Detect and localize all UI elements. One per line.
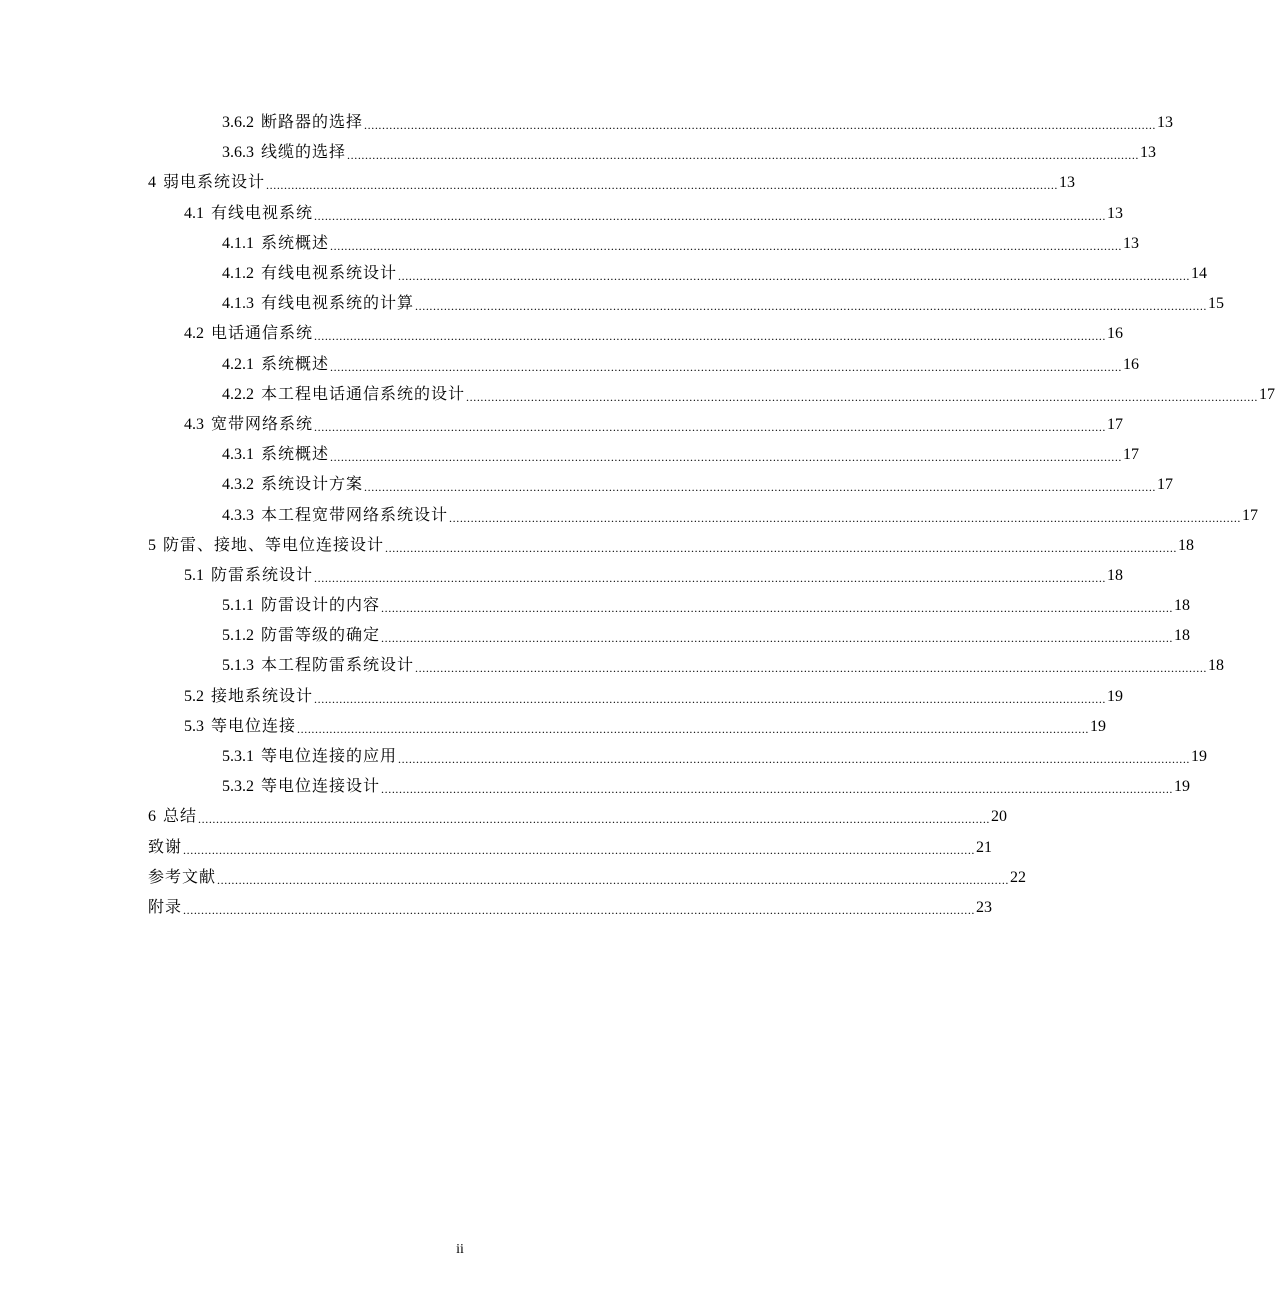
toc-dot-leader: ............................................................................................................................................................................................................................ <box>330 359 1123 374</box>
toc-entry[interactable] <box>148 199 1124 229</box>
toc-entry-number: 5.1.1 <box>222 597 254 615</box>
toc-entry-number: 4.3.2 <box>222 476 254 494</box>
toc-entry-page: 17 <box>1242 506 1259 524</box>
toc-dot-leader: ............................................................................................................................................................................................................................ <box>330 238 1123 253</box>
toc-dot-leader: ............................................................................................................................................................................................................................ <box>381 782 1174 797</box>
toc-entry-page: 22 <box>1010 868 1027 886</box>
toc-dot-leader: ............................................................................................................................................................................................................................ <box>314 329 1107 344</box>
toc-entry-title: 防雷、接地、等电位连接设计 <box>163 536 385 554</box>
toc-entry-title: 防雷设计的内容 <box>261 597 381 615</box>
toc-entry[interactable] <box>148 289 1225 319</box>
toc-entry-number: 5.1 <box>184 566 204 584</box>
toc-entry[interactable] <box>148 772 1191 802</box>
toc-entry-number: 4.3.3 <box>222 506 254 524</box>
toc-entry[interactable] <box>148 108 1174 138</box>
toc-entry-page: 15 <box>1208 295 1225 313</box>
page-number: ii <box>456 1242 464 1257</box>
toc-entry-number: 4.2.1 <box>222 355 254 373</box>
toc-entry-title: 电话通信系统 <box>211 325 314 343</box>
toc-dot-leader: ............................................................................................................................................................................................................................ <box>314 570 1107 585</box>
toc-entry-page: 18 <box>1174 627 1191 645</box>
toc-entry[interactable] <box>148 168 1076 198</box>
toc-entry-page: 21 <box>976 838 993 856</box>
toc-entry-title: 断路器的选择 <box>261 114 364 132</box>
toc-entry-number: 4.3.1 <box>222 446 254 464</box>
toc-dot-leader: ............................................................................................................................................................................................................................ <box>297 721 1090 736</box>
toc-entry-title: 防雷等级的确定 <box>261 627 381 645</box>
toc-entry-page: 18 <box>1174 597 1191 615</box>
toc-dot-leader: ............................................................................................................................................................................................................................ <box>415 299 1208 314</box>
toc-entry-title: 有线电视系统的计算 <box>261 295 415 313</box>
toc-entry-number: 5.2 <box>184 687 204 705</box>
toc-entry-number: 4.1.2 <box>222 265 254 283</box>
toc-entry-page: 13 <box>1157 114 1174 132</box>
toc-dot-leader: ............................................................................................................................................................................................................................ <box>466 389 1259 404</box>
toc-entry[interactable] <box>148 682 1124 712</box>
toc-entry-number: 4.2 <box>184 325 204 343</box>
toc-entry-title: 参考文献 <box>148 868 217 886</box>
toc-entry-page: 13 <box>1059 174 1076 192</box>
toc-entry[interactable] <box>148 500 1259 530</box>
toc-entry-number: 4.1.3 <box>222 295 254 313</box>
toc-entry-page: 18 <box>1107 566 1124 584</box>
toc-entry-title: 附录 <box>148 898 183 916</box>
toc-entry[interactable] <box>148 621 1191 651</box>
toc-dot-leader: ............................................................................................................................................................................................................................ <box>381 631 1174 646</box>
toc-entry-title: 有线电视系统设计 <box>261 265 398 283</box>
toc-entry[interactable] <box>148 410 1124 440</box>
toc-entry[interactable] <box>148 591 1191 621</box>
toc-entry[interactable] <box>148 802 1008 832</box>
toc-entry-title: 本工程防雷系统设计 <box>261 657 415 675</box>
toc-dot-leader: ............................................................................................................................................................................................................................ <box>314 208 1107 223</box>
toc-entry-number: 3.6.2 <box>222 114 254 132</box>
toc-entry-number: 5.1.3 <box>222 657 254 675</box>
toc-entry-page: 13 <box>1107 204 1124 222</box>
toc-entry-title: 总结 <box>163 808 198 826</box>
toc-dot-leader: ............................................................................................................................................................................................................................ <box>198 812 991 827</box>
toc-entry[interactable] <box>148 470 1174 500</box>
toc-entry[interactable] <box>148 651 1225 681</box>
toc-entry[interactable] <box>148 380 1275 410</box>
toc-entry-number: 4.3 <box>184 415 204 433</box>
toc-entry-title: 等电位连接 <box>211 717 297 735</box>
toc-entry-title: 系统设计方案 <box>261 476 364 494</box>
toc-entry-page: 18 <box>1178 536 1195 554</box>
toc-entry[interactable] <box>148 229 1140 259</box>
toc-entry-page: 16 <box>1107 325 1124 343</box>
toc-entry-title: 宽带网络系统 <box>211 415 314 433</box>
toc-entry-number: 4.1 <box>184 204 204 222</box>
toc-dot-leader: ............................................................................................................................................................................................................................ <box>314 691 1107 706</box>
toc-entry-title: 系统概述 <box>261 355 330 373</box>
toc-entry-title: 系统概述 <box>261 234 330 252</box>
toc-entry-title: 线缆的选择 <box>261 144 347 162</box>
toc-entry-number: 5.1.2 <box>222 627 254 645</box>
toc-entry-page: 19 <box>1174 778 1191 796</box>
toc-entry-page: 19 <box>1090 717 1107 735</box>
toc-entry-page: 19 <box>1107 687 1124 705</box>
toc-entry-number: 5 <box>148 536 156 554</box>
toc-entry-number: 3.6.3 <box>222 144 254 162</box>
toc-entry[interactable] <box>148 138 1157 168</box>
toc-entry-number: 5.3 <box>184 717 204 735</box>
toc-dot-leader: ............................................................................................................................................................................................................................ <box>385 540 1178 555</box>
toc-entry-title: 防雷系统设计 <box>211 566 314 584</box>
toc-entry[interactable] <box>148 893 993 923</box>
toc-dot-leader: ............................................................................................................................................................................................................................ <box>364 480 1157 495</box>
toc-entry[interactable] <box>148 440 1140 470</box>
toc-entry-page: 16 <box>1123 355 1140 373</box>
toc-entry-title: 本工程电话通信系统的设计 <box>261 385 466 403</box>
toc-entry[interactable] <box>148 863 1027 893</box>
table-of-contents <box>148 108 1275 923</box>
toc-entry-page: 19 <box>1191 748 1208 766</box>
toc-entry[interactable] <box>148 712 1107 742</box>
toc-entry-number: 5.3.1 <box>222 748 254 766</box>
toc-dot-leader: ............................................................................................................................................................................................................................ <box>381 601 1174 616</box>
toc-dot-leader: ............................................................................................................................................................................................................................ <box>364 118 1157 133</box>
toc-dot-leader: ............................................................................................................................................................................................................................ <box>217 872 1010 887</box>
toc-entry-page: 13 <box>1140 144 1157 162</box>
toc-entry-page: 17 <box>1107 415 1124 433</box>
toc-entry-title: 致谢 <box>148 838 183 856</box>
toc-dot-leader: ............................................................................................................................................................................................................................ <box>266 178 1059 193</box>
toc-entry[interactable] <box>148 742 1208 772</box>
toc-dot-leader: ............................................................................................................................................................................................................................ <box>314 419 1107 434</box>
toc-entry-page: 20 <box>991 808 1008 826</box>
toc-entry-page: 13 <box>1123 234 1140 252</box>
toc-entry-number: 5.3.2 <box>222 778 254 796</box>
toc-dot-leader: ............................................................................................................................................................................................................................ <box>183 902 976 917</box>
toc-entry[interactable] <box>148 531 1195 561</box>
toc-entry[interactable] <box>148 833 993 863</box>
toc-dot-leader: ............................................................................................................................................................................................................................ <box>449 510 1242 525</box>
toc-entry-title: 等电位连接的应用 <box>261 748 398 766</box>
toc-entry[interactable] <box>148 259 1208 289</box>
toc-entry-title: 本工程宽带网络系统设计 <box>261 506 449 524</box>
toc-entry-title: 接地系统设计 <box>211 687 314 705</box>
toc-entry-page: 23 <box>976 898 993 916</box>
toc-entry-number: 4.2.2 <box>222 385 254 403</box>
toc-dot-leader: ............................................................................................................................................................................................................................ <box>347 148 1140 163</box>
toc-entry-title: 系统概述 <box>261 446 330 464</box>
toc-entry[interactable] <box>148 561 1124 591</box>
toc-entry-page: 17 <box>1157 476 1174 494</box>
toc-entry-title: 弱电系统设计 <box>163 174 266 192</box>
toc-entry-number: 4 <box>148 174 156 192</box>
toc-entry-title: 有线电视系统 <box>211 204 314 222</box>
toc-entry[interactable] <box>148 319 1124 349</box>
toc-dot-leader: ............................................................................................................................................................................................................................ <box>398 269 1191 284</box>
toc-entry-page: 17 <box>1123 446 1140 464</box>
toc-dot-leader: ............................................................................................................................................................................................................................ <box>398 752 1191 767</box>
toc-dot-leader: ............................................................................................................................................................................................................................ <box>183 842 976 857</box>
toc-entry-page: 14 <box>1191 265 1208 283</box>
toc-dot-leader: ............................................................................................................................................................................................................................ <box>330 450 1123 465</box>
toc-entry-number: 4.1.1 <box>222 234 254 252</box>
toc-entry-number: 6 <box>148 808 156 826</box>
toc-entry-page: 18 <box>1208 657 1225 675</box>
toc-entry-title: 等电位连接设计 <box>261 778 381 796</box>
toc-entry[interactable] <box>148 350 1140 380</box>
toc-dot-leader: ............................................................................................................................................................................................................................ <box>415 661 1208 676</box>
toc-entry-page: 17 <box>1259 385 1275 403</box>
